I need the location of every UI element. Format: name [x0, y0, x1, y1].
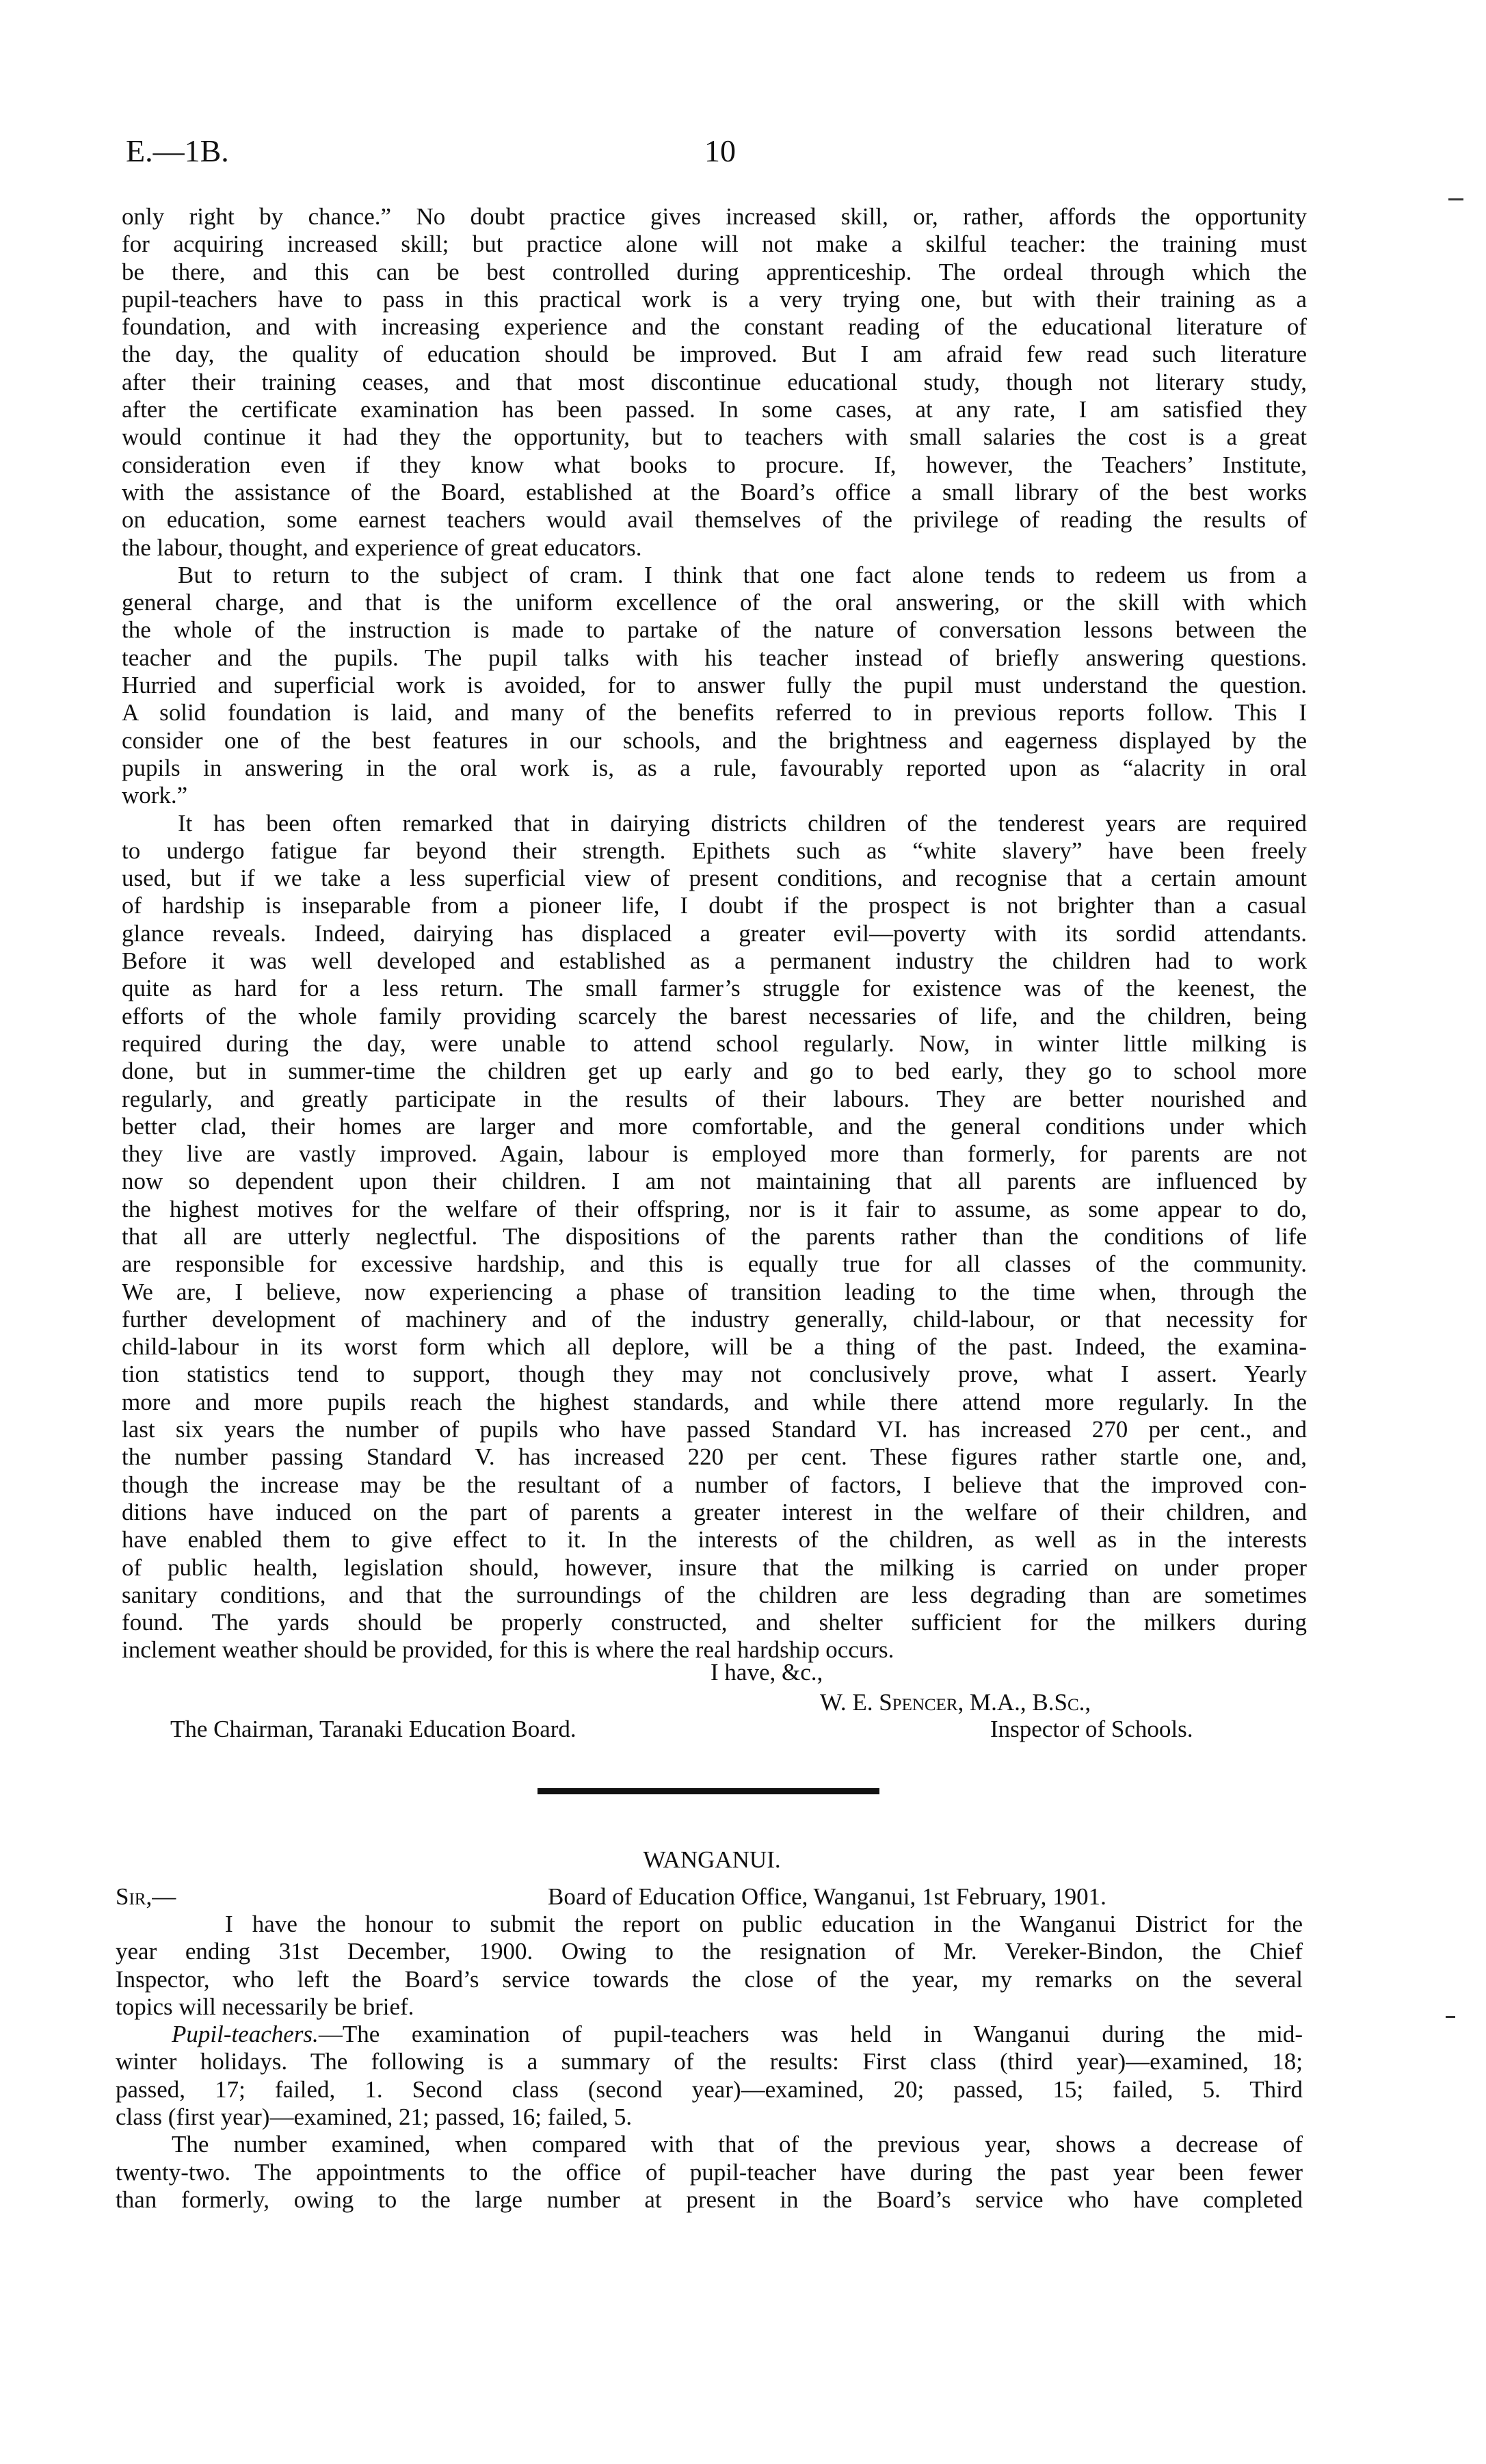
paragraph-line: winter holidays. The following is a summary of the results: First class (third year)—examined, 18;	[116, 2048, 1303, 2075]
addressee: The Chairman, Taranaki Education Board.	[170, 1716, 576, 1742]
paragraph-line: pupils in answering in the oral work is, as a rule, favourably reported upon as “alacrity in oral	[122, 754, 1307, 781]
paragraph-line: now so dependent upon their children. I am not maintaining that all parents are influenced by	[122, 1168, 1307, 1195]
paragraph-line: used, but if we take a less superficial view of present conditions, and recognise that a certain amount	[122, 865, 1307, 892]
paragraph-line: regularly, and greatly participate in the results of their labours. They are better nourished and	[122, 1085, 1307, 1112]
paragraph-line: quite as hard for a less return. The small farmer’s struggle for existence was of the keenest, the	[122, 975, 1307, 1002]
paragraph-line: further development of machinery and of the industry generally, child-labour, or that necessity for	[122, 1305, 1307, 1333]
dateline: Board of Education Office, Wanganui, 1st February, 1901.	[548, 1883, 1106, 1910]
paragraph-line: on education, some earnest teachers would avail themselves of the privilege of reading the results of	[122, 506, 1307, 534]
paragraph-line: topics will necessarily be brief.	[116, 1993, 414, 2020]
salutation: Sir,—	[116, 1883, 176, 1910]
paragraph-line: year ending 31st December, 1900. Owing to the resignation of Mr. Vereker-Bindon, the Chief	[116, 1938, 1303, 1965]
paragraph-line: the whole of the instruction is made to partake of the nature of conversation lessons between the	[122, 616, 1307, 644]
paragraph-line: that all are utterly neglectful. The dispositions of the parents rather than the conditions of life	[122, 1222, 1307, 1250]
paragraph-line: general charge, and that is the uniform excellence of the oral answering, or the skill with which	[122, 589, 1307, 616]
paragraph-line: inclement weather should be provided, for this is where the real hardship occurs.	[122, 1636, 894, 1664]
paragraph-line: Inspector, who left the Board’s service towards the close of the year, my remarks on the several	[116, 1965, 1303, 1993]
paragraph-line: of hardship is inseparable from a pioneer life, I doubt if the prospect is not brighter than a casual	[122, 892, 1307, 919]
paragraph-line: more and more pupils reach the highest standards, and while there attend more regularly. In the	[122, 1388, 1307, 1415]
paragraph-line: required during the day, were unable to attend school regularly. Now, in winter little milking is	[122, 1030, 1307, 1057]
paragraph-line: class (first year)—examined, 21; passed, 16; failed, 5.	[116, 2103, 633, 2131]
paragraph-line: after their training ceases, and that most discontinue educational study, though not literary study,	[122, 368, 1307, 395]
paragraph-text: —The examination of pupil-teachers was held in Wanganui during the mid-	[318, 2021, 1303, 2048]
paragraph-line: found. The yards should be properly constructed, and shelter sufficient for the milkers during	[122, 1609, 1307, 1636]
paragraph-line: though the increase may be the resultant of a number of factors, I believe that the improved con-	[122, 1471, 1307, 1498]
paragraph-line: have enabled them to give effect to it. In the interests of the children, as well as in the interests	[122, 1526, 1307, 1554]
paragraph-line: for acquiring increased skill; but practice alone will not make a skilful teacher: the training must	[122, 231, 1307, 258]
paragraph-line: to undergo fatigue far beyond their strength. Epithets such as “white slavery” have been freely	[122, 837, 1307, 864]
document-reference: E.—1B.	[126, 133, 229, 168]
paragraph-line: foundation, and with increasing experience and the constant reading of the educational literature of	[122, 313, 1307, 341]
paragraph-line: are responsible for excessive hardship, and this is equally true for all classes of the community.	[122, 1250, 1307, 1278]
paragraph-line: tion statistics tend to support, though they may not conclusively prove, what I assert. Yearly	[122, 1361, 1307, 1388]
page-number: 10	[704, 133, 736, 168]
paragraph-line: work.”	[122, 782, 188, 809]
scan-mark	[1448, 198, 1463, 200]
paragraph-line: better clad, their homes are larger and more comfortable, and the general conditions under which	[122, 1112, 1307, 1140]
section-heading-wanganui: WANGANUI.	[643, 1846, 781, 1873]
signature-title: Inspector of Schools.	[990, 1716, 1193, 1742]
paragraph-line: than formerly, owing to the large number at present in the Board’s service who have completed	[116, 2186, 1303, 2213]
paragraph-line: the day, the quality of education should be improved. But I am afraid few read such literature	[122, 341, 1307, 368]
paragraph-line: would continue it had they the opportunity, but to teachers with small salaries the cost is a great	[122, 423, 1307, 451]
paragraph-line: the number passing Standard V. has increased 220 per cent. These figures rather startle one, and,	[122, 1443, 1307, 1471]
paragraph-line: Before it was well developed and established as a permanent industry the children had to work	[122, 947, 1307, 975]
wanganui-report-body	[116, 1911, 1303, 2214]
paragraph-line: glance reveals. Indeed, dairying has displaced a greater evil—poverty with its sordid attendants.	[122, 919, 1307, 947]
paragraph-line: The number examined, when compared with that of the previous year, shows a decrease of	[172, 2131, 1303, 2158]
paragraph-line: pupil-teachers have to pass in this practical work is a very trying one, but with their training as a	[122, 285, 1307, 313]
paragraph-line: be there, and this can be best controlled during apprenticeship. The ordeal through which the	[122, 258, 1307, 285]
closing-phrase: I have, &c.,	[711, 1659, 823, 1686]
paragraph-line: I have the honour to submit the report on public education in the Wanganui District for the	[225, 1911, 1303, 1937]
paragraph-line: ditions have induced on the part of parents a greater interest in the welfare of their children, and	[122, 1498, 1307, 1525]
paragraph-line: after the certificate examination has been passed. In some cases, at any rate, I am satisfied they	[122, 396, 1307, 423]
pupil-teachers-heading: Pupil-teachers.	[172, 2021, 319, 2048]
paragraph-line: teacher and the pupils. The pupil talks with his teacher instead of briefly answering questions.	[122, 644, 1307, 671]
taranaki-report-body	[122, 203, 1307, 1664]
paragraph-line: the highest motives for the welfare of their offspring, nor is it fair to assume, as some appear to do,	[122, 1195, 1307, 1222]
paragraph-line: consider one of the best features in our schools, and the brightness and eagerness displayed by the	[122, 726, 1307, 754]
paragraph-line: Hurried and superficial work is avoided, for to answer fully the pupil must understand the question.	[122, 672, 1307, 699]
paragraph-line: twenty-two. The appointments to the office of pupil-teacher have during the past year been fewer	[116, 2158, 1303, 2186]
paragraph-line: last six years the number of pupils who have passed Standard VI. has increased 270 per cent., and	[122, 1416, 1307, 1443]
section-divider-rule	[538, 1788, 879, 1794]
paragraph-line: But to return to the subject of cram. I think that one fact alone tends to redeem us from a	[178, 561, 1307, 588]
paragraph-line: the labour, thought, and experience of great educators.	[122, 534, 642, 561]
paragraph-line: of public health, legislation should, however, insure that the milking is carried on under proper	[122, 1554, 1307, 1581]
paragraph-line: with the assistance of the Board, established at the Board’s office a small library of the best works	[122, 478, 1307, 506]
paragraph-line: consideration even if they know what books to procure. If, however, the Teachers’ Institute,	[122, 451, 1307, 478]
paragraph-line: efforts of the whole family providing scarcely the barest necessaries of life, and the children, being	[122, 1002, 1307, 1030]
paragraph-line: We are, I believe, now experiencing a phase of transition leading to the time when, through the	[122, 1278, 1307, 1305]
paragraph-line: passed, 17; failed, 1. Second class (second year)—examined, 20; passed, 15; failed, 5. Third	[116, 2075, 1303, 2103]
paragraph-line: only right by chance.” No doubt practice gives increased skill, or, rather, affords the opportunity	[122, 203, 1307, 230]
paragraph-line: A solid foundation is laid, and many of the benefits referred to in previous reports follow. This I	[122, 699, 1307, 726]
signature-name: W. E. Spencer, M.A., B.Sc.,	[820, 1689, 1091, 1716]
paragraph-line	[116, 2021, 1303, 2048]
paragraph-line: sanitary conditions, and that the surroundings of the children are less degrading than are sometimes	[122, 1581, 1307, 1608]
paragraph-line: they live are vastly improved. Again, labour is employed more than formerly, for parents are not	[122, 1140, 1307, 1168]
paragraph-line: It has been often remarked that in dairying districts children of the tenderest years are required	[178, 809, 1307, 837]
paragraph-line: done, but in summer-time the children get up early and go to bed early, they go to school more	[122, 1058, 1307, 1085]
scan-mark	[1446, 2016, 1455, 2018]
paragraph-line: child-labour in its worst form which all deplore, will be a thing of the past. Indeed, the examina-	[122, 1333, 1307, 1361]
